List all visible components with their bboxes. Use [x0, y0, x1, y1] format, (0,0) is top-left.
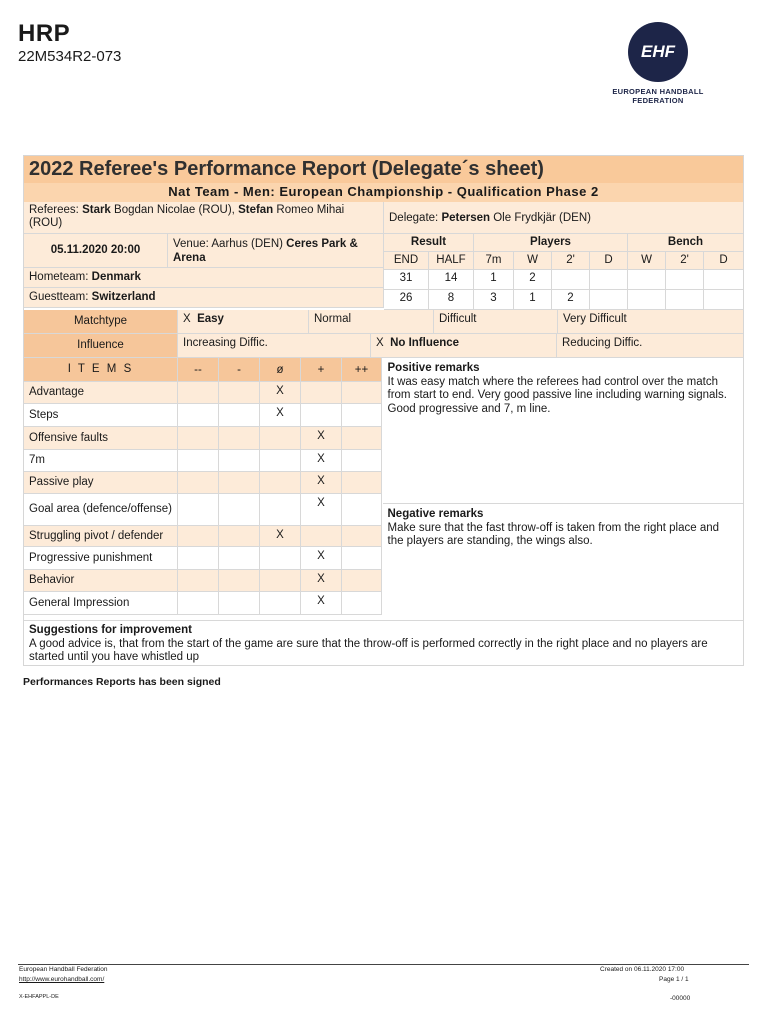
rating-cell[interactable] — [342, 404, 382, 427]
matchtype-label: Matchtype — [24, 310, 178, 334]
rating-cell[interactable]: X — [260, 382, 301, 404]
item-name: Struggling pivot / defender — [24, 526, 178, 547]
rating-cell[interactable] — [342, 494, 382, 526]
stat-cell — [628, 290, 666, 310]
rating-cell[interactable] — [219, 382, 260, 404]
rating-cell[interactable] — [178, 472, 219, 494]
rating-cell[interactable] — [342, 472, 382, 494]
rating-cell[interactable]: X — [260, 404, 301, 427]
rating-cell[interactable] — [178, 570, 219, 592]
rating-cell[interactable] — [219, 427, 260, 450]
rating-cell[interactable] — [260, 472, 301, 494]
report-form — [23, 155, 744, 666]
rating-header: - — [219, 358, 260, 382]
items-rating-table — [24, 358, 383, 620]
items-header: I T E M S — [24, 358, 178, 382]
match-datetime: 05.11.2020 20:00 — [24, 234, 168, 268]
hometeam-name: Denmark — [91, 271, 141, 283]
ehf-logo-mark: EHF — [628, 22, 688, 82]
venue-cell — [168, 234, 384, 268]
delegate-firstname: Ole Frydkjär (DEN) — [493, 212, 591, 224]
rating-cell[interactable]: X — [301, 570, 342, 592]
stat-cell — [590, 290, 628, 310]
item-row — [24, 404, 383, 427]
stat-cell: 14 — [429, 270, 474, 290]
influence-label: Influence — [24, 334, 178, 358]
matchtype-option-easy[interactable] — [178, 310, 309, 334]
rating-cell[interactable] — [260, 570, 301, 592]
item-name: Advantage — [24, 382, 178, 404]
referees-label: Referees: — [29, 204, 79, 216]
matchtype-option-normal[interactable] — [309, 310, 434, 334]
referees-cell — [24, 202, 384, 234]
rating-header: + — [301, 358, 342, 382]
guest-stats-row — [384, 290, 743, 310]
stat-cell: 2 — [552, 290, 590, 310]
rating-cell[interactable] — [178, 450, 219, 472]
col-end: END — [384, 252, 429, 270]
footer-url-link[interactable]: http://www.eurohandball.com/ — [19, 976, 105, 983]
col-players-w: W — [514, 252, 552, 270]
rating-cell[interactable] — [178, 547, 219, 570]
stat-cell — [704, 270, 743, 290]
rating-cell[interactable] — [342, 427, 382, 450]
rating-cell[interactable]: X — [301, 427, 342, 450]
rating-cell[interactable] — [301, 382, 342, 404]
influence-row — [24, 334, 743, 358]
stat-cell — [666, 270, 704, 290]
rating-cell[interactable] — [260, 494, 301, 526]
option-text: Very Difficult — [563, 313, 627, 325]
delegate-lastname: Petersen — [441, 212, 491, 224]
footer-num: -00000 — [670, 995, 691, 1002]
rating-cell[interactable] — [260, 427, 301, 450]
positive-remarks-title: Positive remarks — [387, 362, 480, 374]
stat-cell: 31 — [384, 270, 429, 290]
matchtype-option-difficult[interactable] — [434, 310, 558, 334]
rating-cell[interactable]: X — [301, 592, 342, 615]
stat-cell — [666, 290, 704, 310]
item-name: Steps — [24, 404, 178, 427]
influence-option-reducing[interactable] — [557, 334, 743, 358]
stat-cell: 26 — [384, 290, 429, 310]
rating-cell[interactable]: X — [260, 526, 301, 547]
rating-cell[interactable] — [260, 547, 301, 570]
rating-cell[interactable] — [219, 494, 260, 526]
delegate-cell — [384, 202, 743, 234]
logo-text-line1: EUROPEAN HANDBALL — [612, 87, 704, 96]
footer-page-number: Page 1 / 1 — [659, 976, 689, 983]
item-name: Passive play — [24, 472, 178, 494]
venue-name: Ceres Park & Arena — [173, 238, 358, 264]
item-name: General Impression — [24, 592, 178, 615]
suggestions-title: Suggestions for improvement — [29, 624, 192, 636]
guestteam-label: Guestteam: — [29, 291, 89, 303]
item-row — [24, 494, 383, 526]
col-bench-d: D — [704, 252, 743, 270]
report-code: HRP — [18, 20, 71, 47]
item-name: 7m — [24, 450, 178, 472]
bench-header: Bench — [628, 234, 743, 252]
rating-cell[interactable] — [301, 404, 342, 427]
col-half: HALF — [429, 252, 474, 270]
logo-text-line2: FEDERATION — [632, 96, 684, 105]
report-id: 22M534R2-073 — [18, 48, 122, 65]
rating-cell[interactable] — [219, 547, 260, 570]
rating-cell[interactable] — [178, 592, 219, 615]
footer-doc-code: X-EHFAPPL-DE — [19, 994, 59, 1000]
col-bench-w: W — [628, 252, 666, 270]
stat-cell: 1 — [514, 290, 552, 310]
stat-cell: 3 — [474, 290, 514, 310]
rating-cell[interactable] — [219, 570, 260, 592]
item-row — [24, 547, 383, 570]
footer-divider — [18, 964, 749, 965]
rating-cell[interactable] — [178, 526, 219, 547]
rating-header: -- — [178, 358, 219, 382]
rating-header: ++ — [342, 358, 382, 382]
positive-remarks-text: It was easy match where the referees had control over the match from start to end. Very good passive line including warning signals. Good progressive and 7, m line. — [387, 375, 727, 415]
guestteam-cell — [24, 288, 384, 308]
rating-cell[interactable] — [178, 494, 219, 526]
venue-label: Venue: — [173, 238, 209, 250]
suggestions-box — [24, 620, 743, 665]
positive-remarks — [383, 358, 744, 504]
hometeam-cell — [24, 268, 384, 288]
item-row — [24, 526, 383, 547]
negative-remarks-text: Make sure that the fast throw-off is taken from the right place and the players are standing, the wings also. — [387, 521, 720, 547]
score-table — [384, 234, 743, 310]
rating-cell[interactable] — [342, 547, 382, 570]
option-mark: X — [183, 313, 191, 325]
rating-cell[interactable] — [219, 450, 260, 472]
rating-cell[interactable] — [342, 592, 382, 615]
players-header: Players — [474, 234, 628, 252]
ehf-logo — [604, 22, 712, 105]
item-row — [24, 592, 383, 615]
footer-org: European Handball Federation — [19, 966, 108, 973]
option-text: No Influence — [390, 337, 460, 349]
item-name: Offensive faults — [24, 427, 178, 450]
rating-cell[interactable] — [260, 592, 301, 615]
rating-cell[interactable] — [342, 450, 382, 472]
referee2-firstname: Romeo Mihai (ROU) — [29, 204, 345, 229]
footer-created: Created on 06.11.2020 17:00 — [600, 966, 685, 973]
item-name: Behavior — [24, 570, 178, 592]
rating-cell[interactable] — [342, 382, 382, 404]
item-row — [24, 472, 383, 494]
col-bench-2min: 2' — [666, 252, 704, 270]
col-players-d: D — [590, 252, 628, 270]
suggestions-text: A good advice is, that from the start of the game are sure that the throw-off is performed correctly in the right place and no players are started until you have whistled up — [29, 637, 708, 663]
option-mark: X — [376, 337, 384, 349]
rating-cell[interactable]: X — [301, 472, 342, 494]
rating-cell[interactable] — [342, 570, 382, 592]
rating-cell[interactable] — [178, 404, 219, 427]
stat-cell — [628, 270, 666, 290]
option-text: Increasing Diffic. — [183, 337, 268, 349]
matchtype-option-very-difficult[interactable] — [558, 310, 743, 334]
referee1-lastname: Stark — [82, 204, 111, 216]
stat-cell: 8 — [429, 290, 474, 310]
result-header: Result — [384, 234, 474, 252]
stat-cell — [552, 270, 590, 290]
item-row — [24, 570, 383, 592]
option-text: Reducing Diffic. — [562, 337, 643, 349]
delegate-label: Delegate: — [389, 212, 439, 224]
stat-cell — [704, 290, 743, 310]
rating-cell[interactable] — [219, 472, 260, 494]
item-name: Goal area (defence/offense) — [24, 494, 178, 526]
rating-cell[interactable]: X — [301, 494, 342, 526]
guestteam-name: Switzerland — [91, 291, 156, 303]
rating-header: ø — [260, 358, 301, 382]
option-text: Easy — [197, 313, 224, 325]
rating-cell[interactable] — [219, 526, 260, 547]
item-row — [24, 427, 383, 450]
rating-cell[interactable]: X — [301, 450, 342, 472]
rating-cell[interactable] — [301, 526, 342, 547]
rating-cell[interactable] — [178, 427, 219, 450]
home-stats-row — [384, 270, 743, 290]
rating-cell[interactable]: X — [301, 547, 342, 570]
matchtype-row — [24, 310, 743, 334]
rating-cell[interactable] — [342, 526, 382, 547]
competition-name: Nat Team - Men: European Championship - Qualification Phase 2 — [24, 183, 743, 202]
col-players-2min: 2' — [552, 252, 590, 270]
col-7m: 7m — [474, 252, 514, 270]
rating-cell[interactable] — [219, 592, 260, 615]
option-text: Normal — [314, 313, 352, 325]
venue-city: Aarhus (DEN) — [211, 238, 283, 250]
negative-remarks — [383, 504, 744, 620]
stat-cell — [590, 270, 628, 290]
influence-option-none[interactable] — [371, 334, 557, 358]
referee1-firstname: Bogdan Nicolae (ROU), — [114, 204, 235, 216]
influence-option-increasing[interactable] — [178, 334, 371, 358]
item-row — [24, 382, 383, 404]
referee2-lastname: Stefan — [238, 204, 274, 216]
negative-remarks-title: Negative remarks — [387, 508, 484, 520]
rating-cell[interactable] — [219, 404, 260, 427]
item-name: Progressive punishment — [24, 547, 178, 570]
rating-cell[interactable] — [260, 450, 301, 472]
stat-cell: 2 — [514, 270, 552, 290]
report-title: 2022 Referee's Performance Report (Delegate´s sheet) — [24, 156, 743, 183]
stat-cell: 1 — [474, 270, 514, 290]
hometeam-label: Hometeam: — [29, 271, 89, 283]
item-row — [24, 450, 383, 472]
option-text: Difficult — [439, 313, 477, 325]
signed-note: Performances Reports has been signed — [23, 676, 221, 688]
rating-cell[interactable] — [178, 382, 219, 404]
